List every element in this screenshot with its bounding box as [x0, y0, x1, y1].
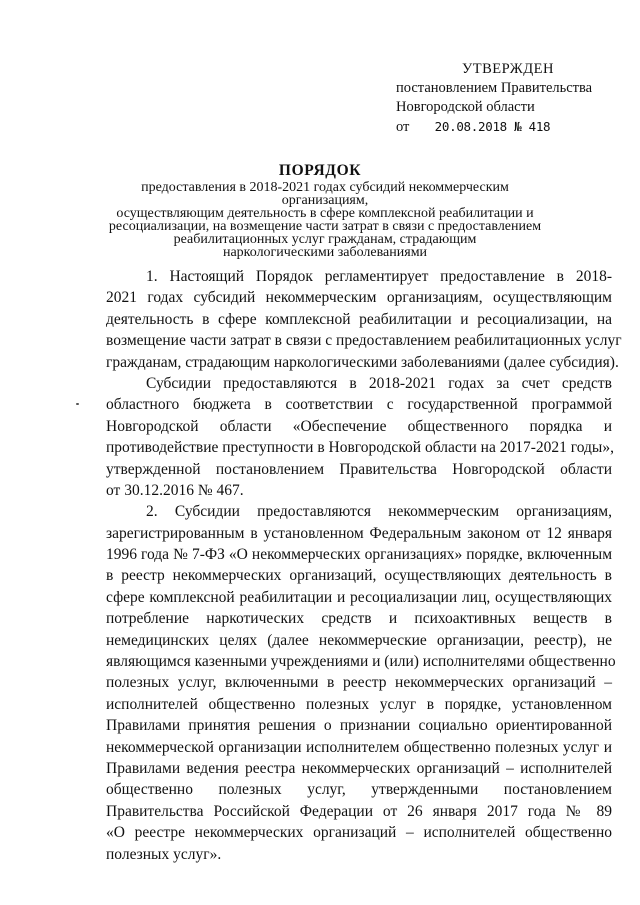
body-line: утвержденной постановлением Правительства Новгородской области	[106, 460, 612, 478]
body-line: немедицинских целях (далее некоммерческие организации, реестр), не	[106, 631, 612, 649]
body-line: общественно полезных услуг, утвержденными постановлением	[106, 781, 612, 799]
body-line: Правительства Российской Федерации от 26 января 2017 года № 89	[106, 802, 612, 820]
body-line: полезных услуг».	[106, 845, 222, 863]
approval-date-value: 20.08.2018 № 418	[434, 119, 551, 134]
subtitle-line: осуществляющим деятельность в сфере комплексной реабилитации и	[116, 206, 534, 221]
scan-speck	[76, 403, 79, 405]
approval-line-2: Новгородской области	[396, 99, 535, 115]
approval-date-prefix: от	[396, 119, 410, 135]
body-line: зарегистрированным в установленном Федеральным законом от 12 января	[106, 524, 612, 542]
body-line: Правилами принятия решения о признании социально ориентированной	[106, 717, 612, 735]
approval-line-1: постановлением Правительства	[396, 80, 593, 96]
approval-heading: УТВЕРЖДЕН	[462, 61, 554, 77]
document-subtitle	[100, 181, 550, 259]
body-line: гражданам, страдающим наркологическими заболеваниями (далее субсидия).	[106, 353, 619, 371]
body-line: Правилами ведения реестра некоммерческих организаций – исполнителей	[106, 759, 612, 777]
body-line: противодействие преступности в Новгородской области на 2017-2021 годы»,	[106, 439, 614, 457]
subtitle-line: ресоциализации, на возмещение части затрат в связи с предоставлением	[108, 219, 542, 234]
approval-date	[396, 117, 626, 137]
subtitle-line: наркологическими заболеваниями	[222, 245, 428, 260]
body-line: в реестр некоммерческих организаций, осуществляющих деятельность в	[106, 567, 612, 585]
body-line: областного бюджета в соответствии с государственной программой	[106, 396, 612, 414]
body-line: некоммерческой организации исполнителем общественно полезных услуг и	[106, 738, 612, 756]
body-line: 1. Настоящий Порядок регламентирует предоставление в 2018-	[146, 268, 612, 285]
subtitle-line: предоставления в 2018-2021 годах субсидий некоммерческим организациям,	[141, 180, 509, 208]
body-line: потребление наркотических средств и психоактивных веществ в	[106, 610, 612, 628]
body-line: 2. Субсидии предоставляются некоммерческим организациям,	[146, 503, 612, 521]
body-line: 1996 года № 7-ФЗ «О некоммерческих организациях» порядке, включенным	[106, 546, 612, 564]
body-line: возмещение части затрат в связи с предоставлением реабилитационных услуг	[106, 332, 622, 350]
body-line: «О реестре некоммерческих организаций – исполнителей общественно	[106, 824, 612, 842]
subtitle-line: реабилитационных услуг гражданам, страдающим	[173, 232, 477, 247]
body-line: от 30.12.2016 № 467.	[106, 481, 244, 499]
body-line: Новгородской области «Обеспечение общественного порядка и	[106, 417, 612, 435]
body-line: 2021 годах субсидий некоммерческим организациям, осуществляющим	[106, 289, 612, 307]
body-line: сфере комплексной реабилитации и ресоциализации лиц, осуществляющих	[106, 588, 612, 606]
document-body	[106, 266, 622, 865]
document-title: ПОРЯДОК	[278, 162, 362, 179]
body-line: исполнителей общественно полезных услуг в порядке, установленном	[106, 695, 612, 713]
body-line: являющимся казенными учреждениями и (или) исполнителями общественно	[106, 653, 616, 671]
body-line: Субсидии предоставляются в 2018-2021 годах за счет средств	[146, 374, 612, 392]
body-line: полезных услуг, включенными в реестр некоммерческих организаций –	[106, 674, 612, 692]
body-line: деятельность в сфере комплексной реабилитации и ресоциализации, на	[106, 310, 612, 328]
approval-stamp	[396, 60, 626, 137]
